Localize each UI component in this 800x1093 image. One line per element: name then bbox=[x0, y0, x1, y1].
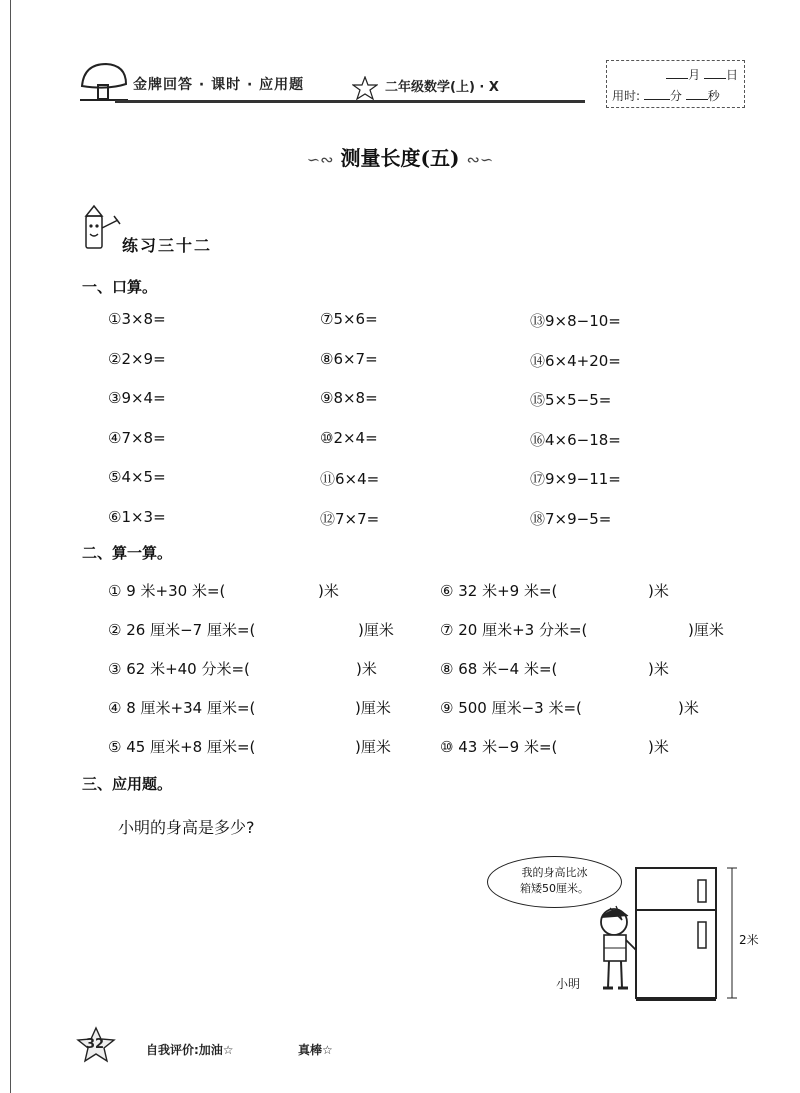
bubble-line-2: 箱矮50厘米。 bbox=[520, 882, 589, 895]
day-label: 日 bbox=[725, 68, 738, 82]
mental-math-item: ⑯4×6−18= bbox=[530, 430, 621, 449]
mental-math-item: ⑦5×6= bbox=[320, 310, 378, 328]
unit-calc-answer-unit: )米 bbox=[678, 699, 699, 717]
month-label: 月 bbox=[688, 68, 701, 82]
unit-calc-question: ① 9 米+30 米=( bbox=[108, 582, 226, 600]
mental-math-item: ⑮5×5−5= bbox=[530, 391, 612, 409]
section2-heading: 二、算一算。 bbox=[82, 544, 173, 562]
mental-math-item: ①3×8= bbox=[108, 310, 166, 328]
title-ornament-left-icon: ∽∾ bbox=[306, 150, 334, 169]
time-record-box bbox=[606, 60, 745, 108]
title-ornament-right-icon: ∾∽ bbox=[466, 150, 494, 169]
mental-math-item: ④7×8= bbox=[108, 428, 166, 447]
mental-math-item: ⑰9×9−11= bbox=[530, 470, 621, 488]
unit-calc-answer-unit: )米 bbox=[648, 582, 669, 600]
unit-calc-question: ⑦ 20 厘米+3 分米=( bbox=[440, 621, 588, 639]
unit-calc-answer-unit: )厘米 bbox=[358, 621, 394, 639]
unit-calc-answer-unit: )厘米 bbox=[688, 621, 724, 639]
unit-calc-answer-unit: )厘米 bbox=[355, 738, 391, 756]
mental-math-item: ⑫7×7= bbox=[320, 509, 380, 528]
unit-calc-answer-unit: )米 bbox=[648, 660, 669, 678]
mental-math-item: ⑪6×4= bbox=[320, 470, 380, 488]
pencil-mascot-icon bbox=[80, 204, 124, 252]
unit-calc-question: ⑩ 43 米−9 米=( bbox=[440, 738, 558, 756]
page-title: 测量长度(五) bbox=[340, 146, 460, 170]
star-icon bbox=[352, 76, 378, 100]
time-label: 用时: bbox=[612, 89, 641, 103]
section3-heading: 三、应用题。 bbox=[82, 775, 173, 793]
second-label: 秒 bbox=[707, 89, 720, 103]
mental-math-item: ⑬9×8−10= bbox=[530, 312, 621, 330]
section1-heading: 一、口算。 bbox=[82, 278, 158, 296]
boy-and-fridge-illustration bbox=[570, 860, 760, 1005]
mental-math-item: ⑩2×4= bbox=[320, 428, 378, 447]
mental-math-item: ⑭6×4+20= bbox=[530, 351, 621, 370]
unit-calc-question: ④ 8 厘米+34 厘米=( bbox=[108, 699, 256, 717]
unit-calc-answer-unit: )厘米 bbox=[355, 699, 391, 717]
unit-calc-question: ③ 62 米+40 分米=( bbox=[108, 660, 250, 678]
word-problem-question: 小明的身高是多少? bbox=[118, 818, 255, 837]
exercise-title: 练习三十二 bbox=[122, 236, 213, 255]
mental-math-item: ⑤4×5= bbox=[108, 468, 166, 486]
unit-calc-question: ② 26 厘米−7 厘米=( bbox=[108, 621, 256, 639]
header-divider bbox=[115, 100, 585, 103]
self-evaluation-label: 自我评价:加油☆ bbox=[146, 1043, 234, 1057]
person-label: 小明 bbox=[556, 977, 581, 991]
minute-label: 分 bbox=[669, 89, 682, 103]
mental-math-item: ⑱7×9−5= bbox=[530, 509, 612, 528]
page-number: 32 bbox=[86, 1037, 105, 1052]
unit-calc-question: ⑤ 45 厘米+8 厘米=( bbox=[108, 738, 256, 756]
unit-calc-answer-unit: )米 bbox=[318, 582, 339, 600]
unit-calc-question: ⑧ 68 米−4 米=( bbox=[440, 660, 558, 678]
header-subject: 二年级数学(上) · X bbox=[385, 80, 499, 95]
mental-math-item: ⑧6×7= bbox=[320, 349, 378, 368]
unit-calc-answer-unit: )米 bbox=[356, 660, 377, 678]
unit-calc-answer-unit: )米 bbox=[648, 738, 669, 756]
mental-math-item: ⑨8×8= bbox=[320, 389, 378, 407]
bubble-line-1: 我的身高比冰 bbox=[521, 866, 588, 879]
mental-math-item: ②2×9= bbox=[108, 349, 166, 368]
mental-math-item: ③9×4= bbox=[108, 389, 166, 407]
header-brand: 金牌回答 · 课时 · 应用题 bbox=[133, 77, 305, 93]
unit-calc-question: ⑨ 500 厘米−3 米=( bbox=[440, 699, 582, 717]
great-label: 真棒☆ bbox=[298, 1043, 333, 1057]
mental-math-item: ⑥1×3= bbox=[108, 507, 166, 526]
unit-calc-question: ⑥ 32 米+9 米=( bbox=[440, 582, 558, 600]
fridge-height-label: 2米 bbox=[739, 933, 759, 947]
page-title-row bbox=[0, 142, 800, 171]
